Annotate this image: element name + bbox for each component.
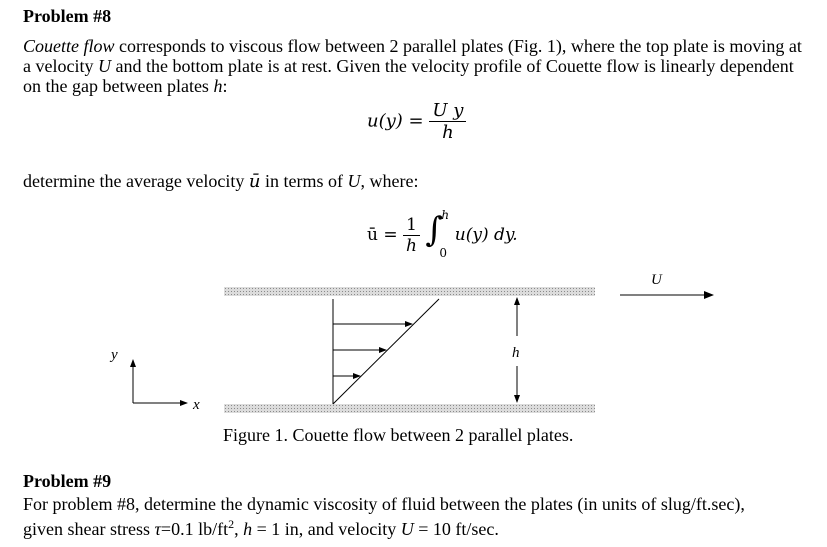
determine-var-U: U <box>347 171 361 191</box>
eq2-numerator: 1 <box>403 215 420 236</box>
var-U-p9: U <box>400 519 414 539</box>
x-axis-label: x <box>193 397 200 413</box>
problem-8-heading: Problem #8 <box>23 6 112 26</box>
gap-h-label: h <box>512 345 520 361</box>
problem-9-heading: Problem #9 <box>23 471 112 491</box>
figure-caption: Figure 1. Couette flow between 2 parallel plates. <box>223 425 574 445</box>
eq2-integrand: u(y) dy. <box>454 225 518 245</box>
integral-glyph: ∫ <box>425 209 444 250</box>
velocity-U-label: U <box>651 272 662 288</box>
eq1-lhs: u(y) = <box>367 110 424 132</box>
problem-9-text <box>23 494 783 539</box>
intro-text-2: and the bottom plate is at rest. Given the velocity profile of Couette flow is linearly dependent on the gap between plates <box>23 56 794 96</box>
determine-text-3: , where: <box>360 171 419 191</box>
top-plate <box>224 287 595 296</box>
bottom-plate <box>224 404 595 413</box>
problem-9-text-5: = 10 ft/sec. <box>413 519 499 539</box>
tau-symbol: τ <box>154 519 161 539</box>
integral-lower-limit: 0 <box>439 245 448 260</box>
problem-9-text-2: =0.1 lb/ft <box>160 519 229 539</box>
eq1-denominator: h <box>442 122 454 143</box>
problem-9-text-1: For problem #8, determine the dynamic viscosity of fluid between the plates (in units of slug/ft.sec), given shear stress <box>23 494 745 539</box>
eq1-numerator: U y <box>429 100 466 122</box>
var-U: U <box>97 56 111 76</box>
eq2-lhs: ū = <box>367 225 398 245</box>
eq2-denominator: h <box>406 236 417 256</box>
ubar-symbol: ū <box>248 171 261 192</box>
y-axis-label: y <box>111 347 118 363</box>
intro-text: corresponds to viscous flow between 2 parallel plates (Fig. 1), where the top plate is moving at a velocity <box>23 36 802 76</box>
problem-9-text-4: = 1 in, and velocity <box>252 519 401 539</box>
determine-text: determine the average velocity <box>23 171 249 191</box>
superscript-2: 2 <box>228 517 235 531</box>
var-h-p9: h <box>243 519 253 539</box>
problem-9-text-3: , <box>234 519 244 539</box>
couette-flow-term: Couette flow <box>23 36 115 56</box>
integral-upper-limit: h <box>441 207 450 222</box>
var-h: h <box>213 76 223 96</box>
intro-end: : <box>222 76 228 96</box>
determine-text-2: in terms of <box>260 171 348 191</box>
profile-line <box>333 299 439 404</box>
